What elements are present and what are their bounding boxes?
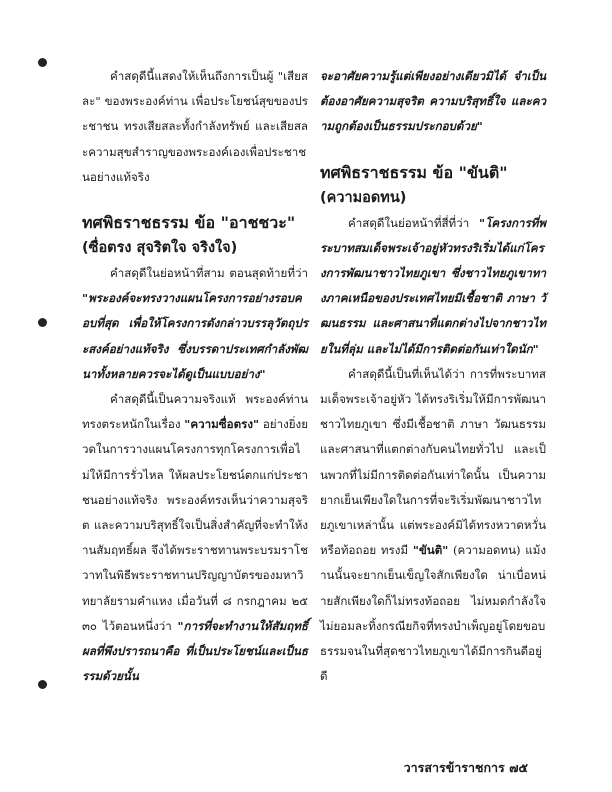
quote-continued: จะอาศัยความรู้แต่เพียงอย่างเดียวมิได้ จำเป็นต้องอาศัยความสุจริต ความบริสุทธิ์ใจ และความถูกต้องเป็นธรรมประกอบด้วย" [320,69,546,134]
section-heading-ajjava: ทศพิธราชธรรม ข้อ "อาชชวะ" [82,213,296,233]
right-column [320,64,546,689]
quote: "การที่จะทำงานให้สัมฤทธิ์ผลที่พึงปรารถนาคือ ที่เป็นประโยชน์และเป็นธรรมด้วยนั้น [82,618,308,684]
paragraph: คำสดุดีในย่อหน้าที่สี่ที่ว่า "โครงการที่พระบาทสมเด็จพระเจ้าอยู่หัวทรงริเริ่มได้แก่โครงการพัฒนาชาวไทยภูเขา ซึ่งชาวไทยภูเขาทางภาคเหนือของประเทศไทยมีเชื้อชาติ ภาษา วัฒนธรรม และศาสนาที่แตกต่างไปจากชาวไทยในที่ลุ่ม และไม่ได้มีการติดต่อกันเท่าใดนัก" [320,215,546,356]
binder-hole-mark [38,318,47,327]
paragraph: คำสดุดีในย่อหน้าที่สาม ตอนสุดท้ายที่ว่า "พระองค์จะทรงวางแผนโครงการอย่างรอบคอบที่สุด เพื่อให้โครงการดังกล่าวบรรลุวัตถุประสงค์อย่างแท้จริง ซึ่งบรรดาประเทศกำลังพัฒนาทั้งหลายควรจะได้ดูเป็นแบบอย่าง" [82,266,308,381]
paragraph: คำสดุดีนี้เป็นที่เห็นได้ว่า การที่พระบาทสมเด็จพระเจ้าอยู่หัว ได้ทรงริเริ่มให้มีการพัฒนาชาวไทยภูเขา ซึ่งมีเชื้อชาติ ภาษา วัฒนธรรม และศาสนาที่แตกต่างกับคนไทยทั่วไป และเป็นพวกที่ไม่มีการติดต่อกันเท่าใดนั้น เป็นความยากเย็นเพียงใดในการที่จะริเริ่มพัฒนาชาวไทยภูเขาเหล่านั้น แต่พระองค์มิได้ทรงหวาดหวั่น หรือท้อถอย ทรงมี "ขันติ" (ความอดทน) แม้งานนั้นจะยากเย็นเข็ญใจสักเพียงใด น่าเบื่อหน่ายสักเพียงใดก็ไม่ทรงท้อถอย ไม่หมดกำลังใจ ไม่ยอมละทิ้งกรณียกิจที่ทรงบำเพ็ญอยู่โดยขอบธรรมจนในที่สุดชาวไทยภูเขาได้มีการกินดีอยู่ดี [320,366,547,684]
section-subheading-khanti: (ความอดทน) [320,189,407,206]
bold-term: "ความซื่อตรง" [184,417,260,432]
intro-paragraph: คำสดุดีนี้แสดงให้เห็นถึงการเป็นผู้ "เสียสละ" ของพระองค์ท่าน เพื่อประโยชน์สุขของประชาชน ทรงเสียสละทั้งกำลังทรัพย์ และเสียสละความสุขสำราญของพระองค์เองเพื่อประชาชนอย่างแท้จริง [82,69,308,184]
quote: "พระองค์จะทรงวางแผนโครงการอย่างรอบคอบที่สุด เพื่อให้โครงการดังกล่าวบรรลุวัตถุประสงค์อย่างแท้จริง ซึ่งบรรดาประเทศกำลังพัฒนาทั้งหลายควรจะได้ดูเป็นแบบอย่าง" [82,291,308,381]
left-column [82,64,308,689]
binder-hole-mark [38,58,47,67]
bold-term: "ขันติ" [412,543,449,558]
binder-hole-mark [38,680,47,689]
page-footer: วารสารข้าราชการ ๗๕ [403,760,528,775]
quote: "โครงการที่พระบาทสมเด็จพระเจ้าอยู่หัวทรงริเริ่มได้แก่โครงการพัฒนาชาวไทยภูเขา ซึ่งชาวไทยภูเขาทางภาคเหนือของประเทศไทยมีเชื้อชาติ ภาษา วัฒนธรรม และศาสนาที่แตกต่างไปจากชาวไทยในที่ลุ่ม และไม่ได้มีการติดต่อกันเท่าใดนัก" [320,215,546,356]
paragraph: คำสดุดีนี้เป็นความจริงแท้ พระองค์ท่านทรงตระหนักในเรื่อง "ความซื่อตรง" อย่างยิ่งยวดในการวางแผนโครงการทุกโครงการเพื่อไม่ให้มีการรั่วไหล ให้ผลประโยชน์ตกแก่ประชาชนอย่างแท้จริง พระองค์ทรงเห็นว่าความสุจริต และความบริสุทธิ์ใจเป็นสิ่งสำคัญที่จะทำให้งานสัมฤทธิ์ผล จึงได้พระราชทานพระบรมราโชวาทในพิธีพระราชทานปริญญาบัตรของมหาวิทยาลัยรามคำแหง เมื่อวันที่ ๘ กรกฎาคม ๒๕๓๐ ไว้ตอนหนึ่งว่า "การที่จะทำงานให้สัมฤทธิ์ผลที่พึงปรารถนาคือ ที่เป็นประโยชน์และเป็นธรรมด้วยนั้น [82,392,309,684]
section-heading-khanti: ทศพิธราชธรรม ข้อ "ขันติ" [320,162,508,182]
section-subheading-ajjava: (ซื่อตรง สุจริตใจ จริงใจ) [82,240,238,257]
